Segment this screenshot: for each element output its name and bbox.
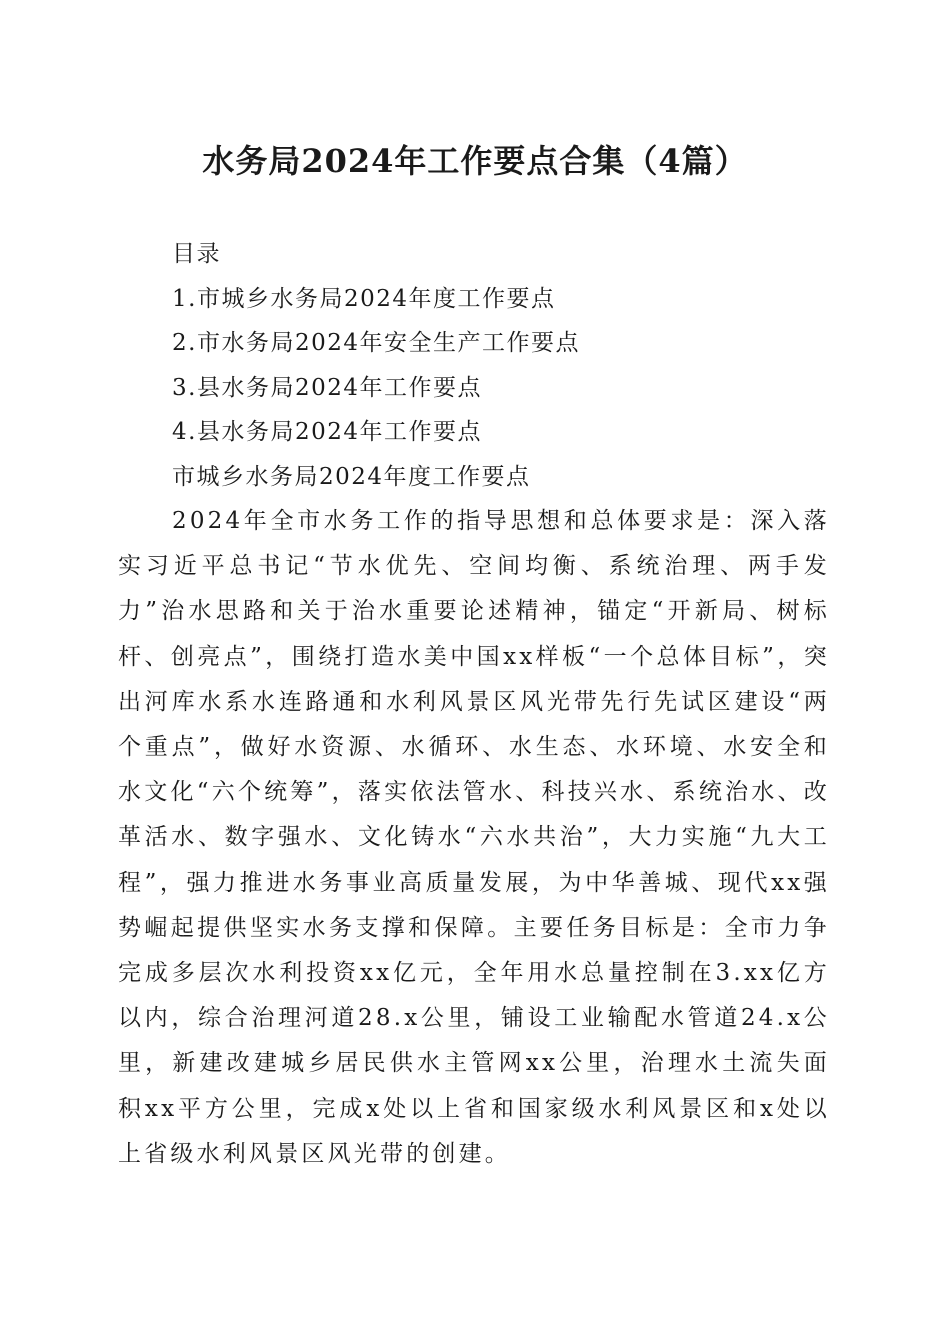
- toc-item-3: 3.县水务局2024年工作要点: [172, 374, 482, 401]
- toc-item-1: 1.市城乡水务局2024年度工作要点: [172, 285, 556, 312]
- toc-heading: 目录: [172, 241, 221, 267]
- section-title: 市城乡水务局2024年度工作要点: [172, 463, 531, 490]
- toc-item-2: 2.市水务局2024年安全生产工作要点: [172, 330, 580, 356]
- document-title: 水务局2024年工作要点合集（4篇）: [202, 142, 748, 180]
- table-of-contents: [172, 232, 872, 499]
- toc-item-4: 4.县水务局2024年工作要点: [172, 419, 482, 445]
- body-paragraph: 2024年全市水务工作的指导思想和总体要求是：深入落实习近平总书记“节水优先、空间均衡、系统治理、两手发力”治水思路和关于治水重要论述精神，锚定“开新局、树标杆、创亮点”，围绕打造水美中国xx样板“一个总体目标”，突出河库水系水连路通和水利风景区风光带先行先试区建设“两个重点”，做好水资源、水循环、水生态、水环境、水安全和水文化“六个统筹”，落实依法管水、科技兴水、系统治水、改革活水、数字强水、文化铸水“六水共治”，大力实施“九大工程”，强力推进水务事业高质量发展，为中华善城、现代xx强势崛起提供坚实水务支撑和保障。主要任务目标是：全市力争完成多层次水利投资xx亿元，全年用水总量控制在3.xx亿方以内，综合治理河道28.x公里，铺设工业输配水管道24.x公里，新建改建城乡居民供水主管网xx公里，治理水土流失面积xx平方公里，完成x处以上省和国家级水利风景区和x处以上省级水利风景区风光带的创建。: [118, 508, 830, 1167]
